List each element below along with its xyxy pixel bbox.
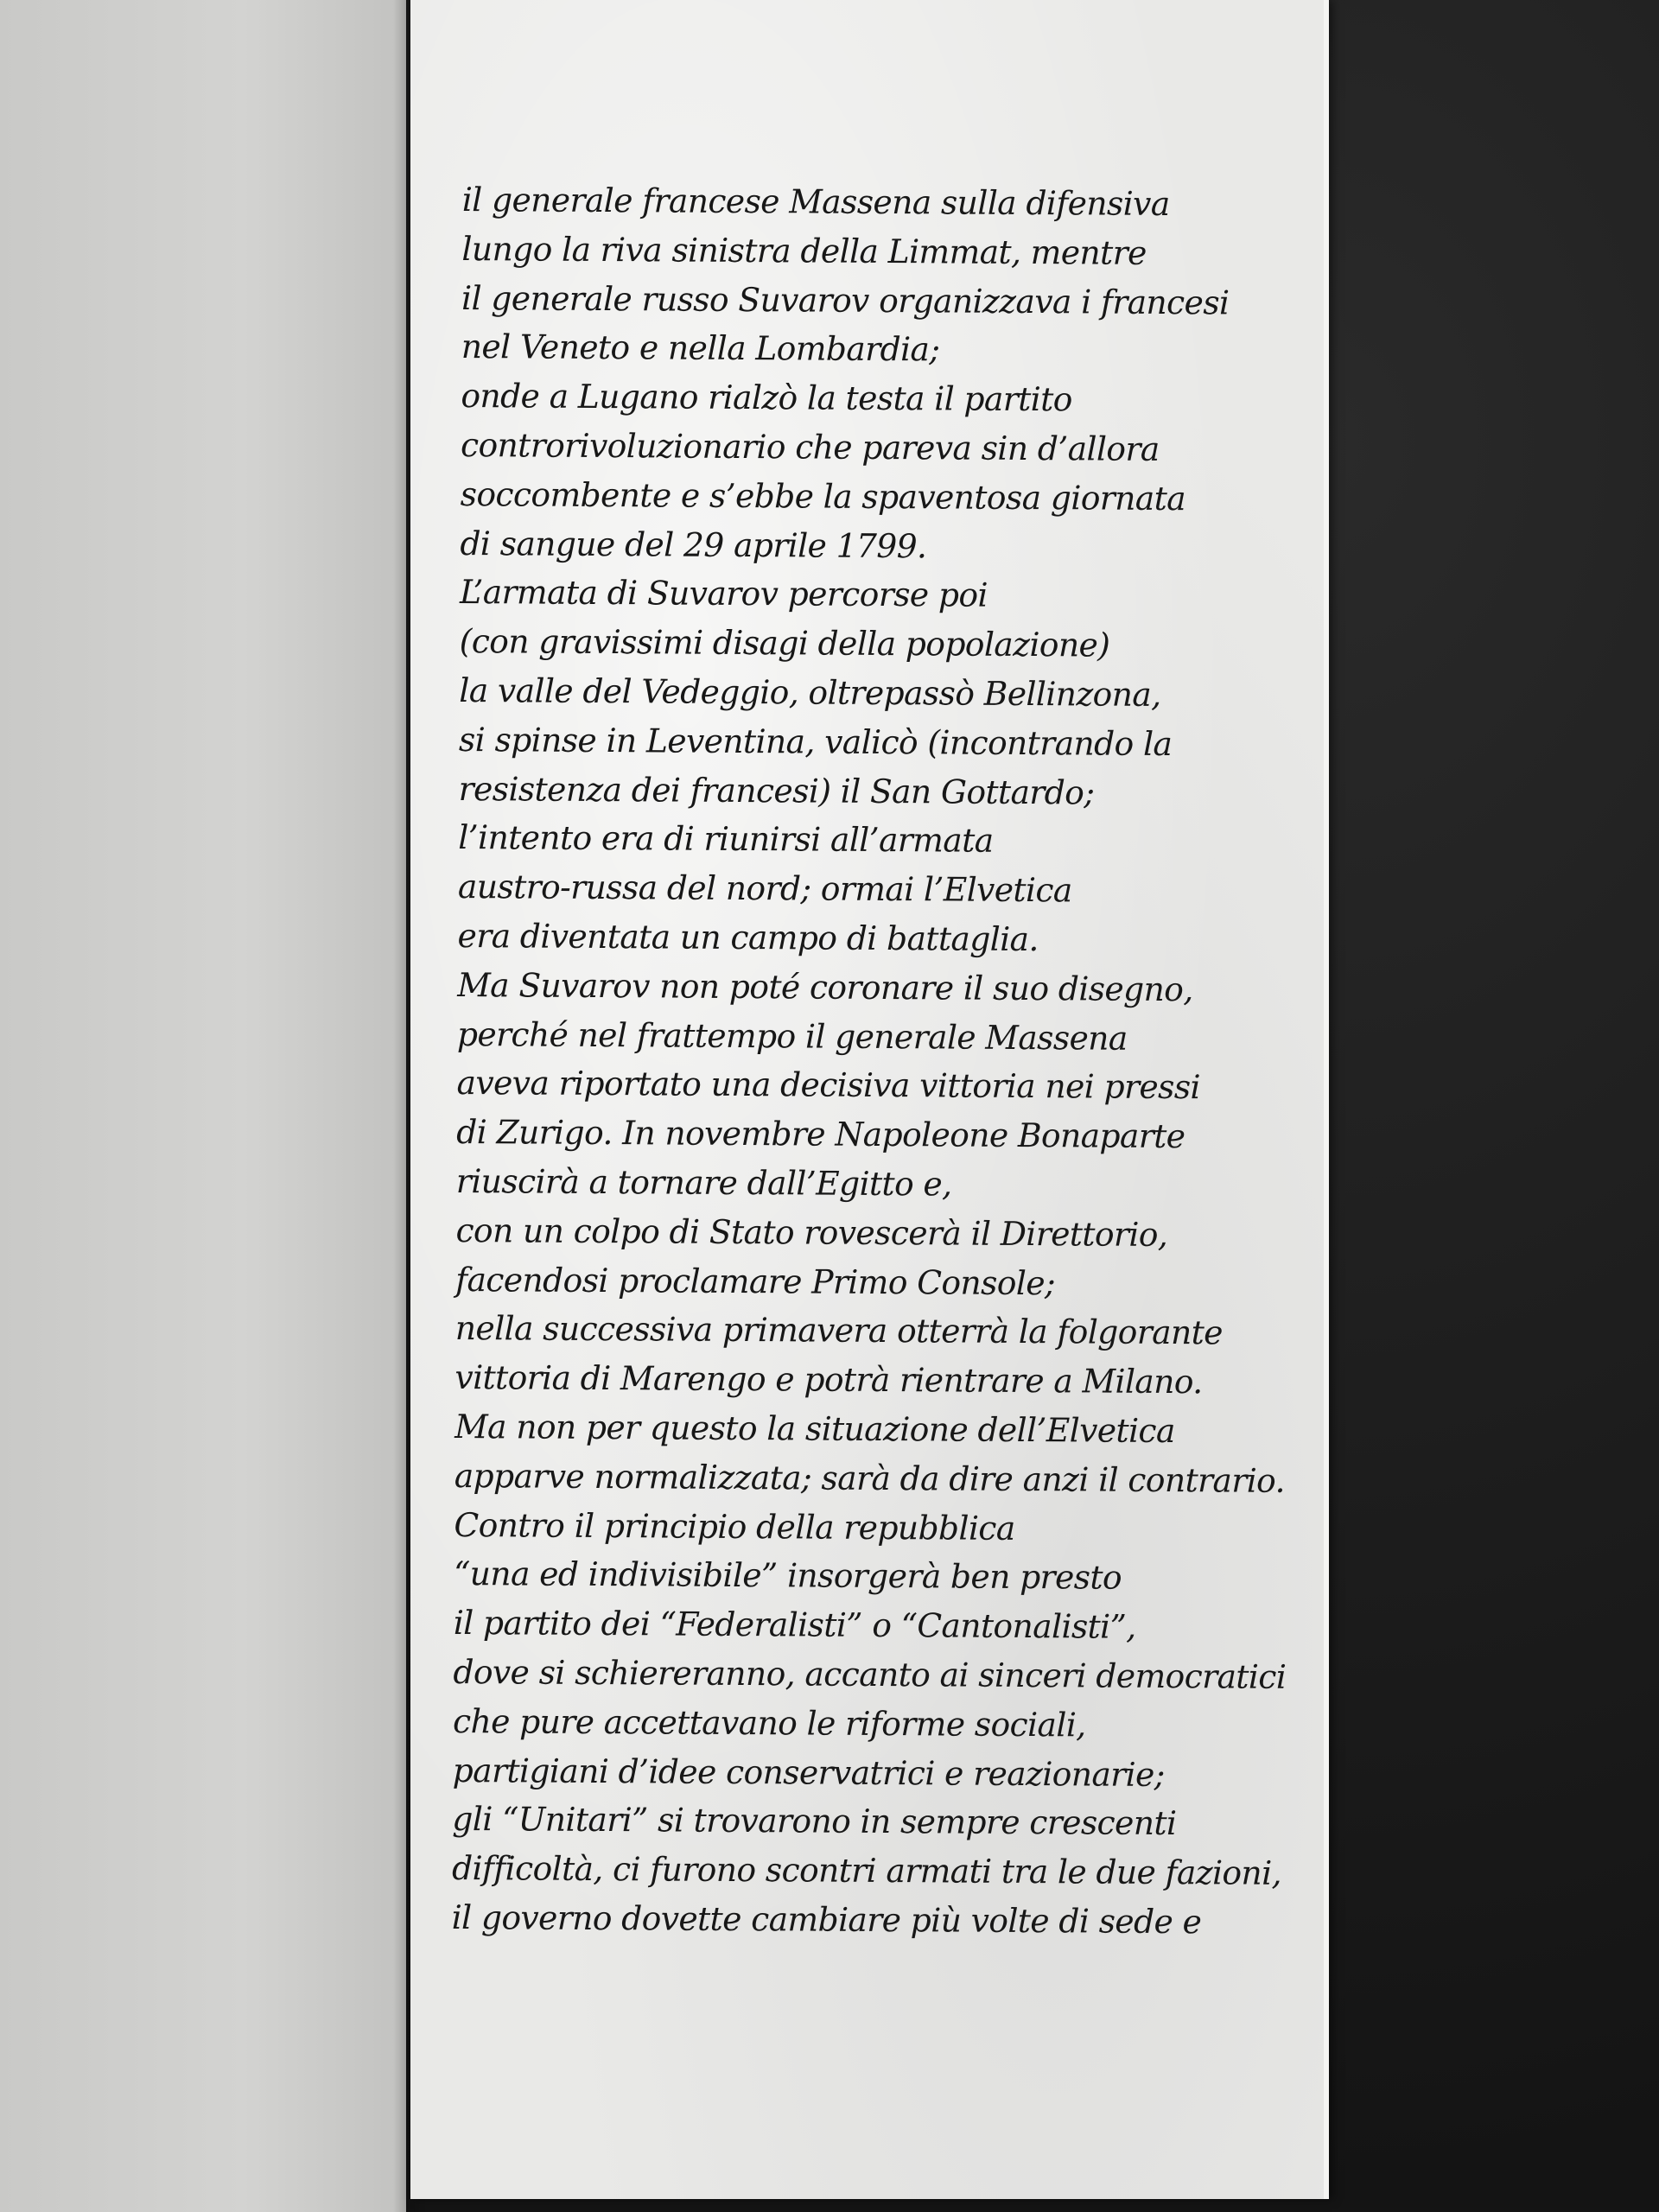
- text-line: che pure accettavano le riforme sociali,: [452, 1701, 1086, 1745]
- text-line: nella successiva primavera otterrà la folgorante: [454, 1309, 1223, 1352]
- text-line: con un colpo di Stato rovescerà il Direttorio,: [455, 1211, 1168, 1254]
- left-page-blank: [0, 0, 406, 2212]
- text-line: controrivoluzionario che pareva sin d’allora: [460, 425, 1160, 468]
- text-line: Contro il principio della repubblica: [454, 1505, 1015, 1548]
- text-line: era diventata un campo di battaglia.: [457, 916, 1039, 959]
- text-line: Ma non per questo la situazione dell’Elvetica: [454, 1407, 1175, 1450]
- text-line: Ma Suvarov non poté coronare il suo disegno,: [457, 965, 1193, 1008]
- text-line: (con gravissimi disagi della popolazione): [459, 622, 1110, 664]
- text-line: il partito dei “Federalisti” o “Cantonalisti”,: [453, 1604, 1136, 1646]
- text-line: aveva riportato una decisiva vittoria nei pressi: [456, 1064, 1201, 1107]
- text-line: il generale francese Massena sulla difensiva: [461, 180, 1170, 224]
- text-line: soccombente e s’ebbe la spaventosa giornata: [460, 474, 1186, 518]
- text-line: “una ed indivisibile” insorgerà ben presto: [453, 1554, 1122, 1598]
- text-line: gli “Unitari” si trovarono in sempre crescenti: [452, 1800, 1177, 1843]
- text-line: dove si schiereranno, accanto ai sinceri democratici: [453, 1652, 1287, 1696]
- text-line: il governo dovette cambiare più volte di sede e: [451, 1897, 1202, 1942]
- text-line: si spinse in Leventina, valicò (incontrando la: [458, 720, 1173, 763]
- text-line: apparve normalizzata; sarà da dire anzi il contrario.: [454, 1456, 1286, 1500]
- text-line: perché nel frattempo il generale Massena: [456, 1014, 1128, 1058]
- text-line: austro-russa del nord; ormai l’Elvetica: [457, 868, 1072, 910]
- text-line: resistenza dei francesi) il San Gottardo;: [458, 769, 1095, 812]
- text-line: L’armata di Suvarov percorse poi: [459, 573, 988, 615]
- text-line: riuscirà a tornare dall’Egitto e,: [455, 1161, 952, 1204]
- page-text-block: [452, 175, 1326, 1948]
- text-line: partigiani d’idee conservatrici e reazionarie;: [452, 1751, 1165, 1794]
- text-line: la valle del Vedeggio, oltrepassò Bellinzona,: [459, 671, 1161, 714]
- text-line: il generale russo Suvarov organizzava i francesi: [461, 278, 1230, 322]
- text-line: difficoltà, ci furono scontri armati tra le due fazioni,: [451, 1849, 1282, 1892]
- text-line: vittoria di Marengo e potrà rientrare a Milano.: [454, 1358, 1203, 1402]
- text-line: di sangue del 29 aprile 1799.: [460, 524, 927, 565]
- text-line: di Zurigo. In novembre Napoleone Bonaparte: [456, 1113, 1185, 1156]
- text-line: onde a Lugano rialzò la testa il partito: [461, 377, 1072, 419]
- text-line: nel Veneto e nella Lombardia;: [461, 327, 940, 369]
- text-line: lungo la riva sinistra della Limmat, mentre: [461, 229, 1147, 272]
- text-line: facendosi proclamare Primo Console;: [455, 1260, 1056, 1302]
- text-line: l’intento era di riunirsi all’armata: [458, 818, 994, 861]
